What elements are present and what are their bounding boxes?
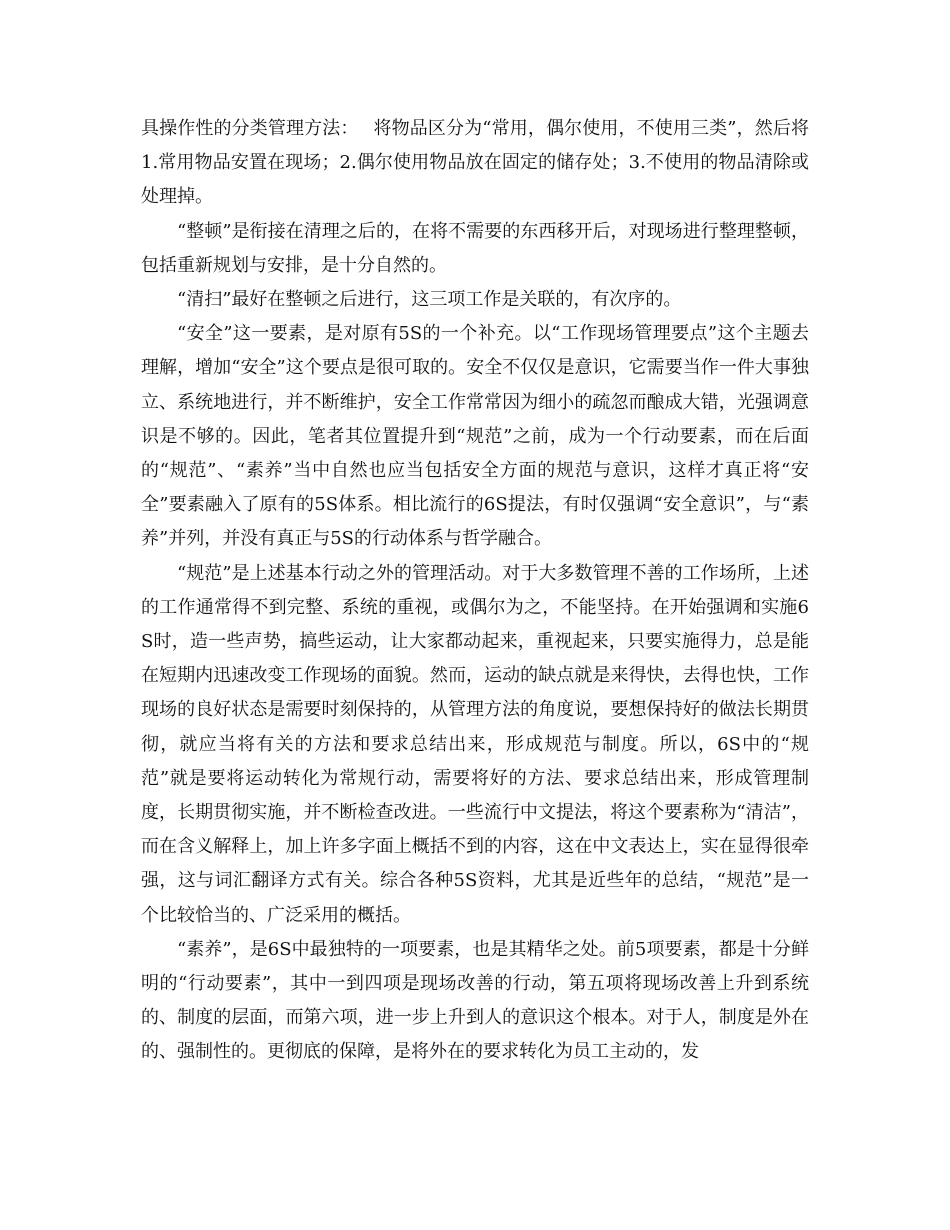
paragraph-safety: “安全”这一要素，是对原有5S的一个补充。以“工作现场管理要点”这个主题去理解，增加“安全”这个要点是很可取的。安全不仅仅是意识，它需要当作一件大事独立、系统地进行，并不断维护，安全工作常常因为细小的疏忽而酿成大错，光强调意识是不够的。因此，笔者其位置提升到“规范”之前，成为一个行动要素，而在后面的“规范”、“素养”当中自然也应当包括安全方面的规范与意识，这样才真正将“安全”要素融入了原有的5S体系。相比流行的6S提法，有时仅强调“安全意识”，与“素养”并列，并没有真正与5S的行动体系与哲学融合。 [141,323,809,550]
paragraph-seiton: “整顿”是衔接在清理之后的，在将不需要的东西移开后，对现场进行整理整顿，包括重新规划与安排，是十分自然的。 [141,220,809,276]
document-page [141,112,809,1070]
paragraph-classification-method: 具操作性的分类管理方法： 将物品区分为“常用，偶尔使用，不使用三类”，然后将1.常用物品安置在现场；2.偶尔使用物品放在固定的储存处；3.不使用的物品清除或处理掉。 [141,118,809,208]
paragraph-standardize: “规范”是上述基本行动之外的管理活动。对于大多数管理不善的工作场所，上述的工作通常得不到完整、系统的重视，或偶尔为之，不能坚持。在开始强调和实施6S时，造一些声势，搞些运动，让大家都动起来，重视起来，只要实施得力，总是能在短期内迅速改变工作现场的面貌。然而，运动的缺点就是来得快，去得也快，工作现场的良好状态是需要时刻保持的，从管理方法的角度说，要想保持好的做法长期贯彻，就应当将有关的方法和要求总结出来，形成规范与制度。所以，6S中的“规范”就是要将运动转化为常规行动，需要将好的方法、要求总结出来，形成管理制度，长期贯彻实施，并不断检查改进。一些流行中文提法，将这个要素称为“清洁”，而在含义解释上，加上许多字面上概括不到的内容，这在中文表达上，实在显得很牵强，这与词汇翻译方式有关。综合各种5S资料，尤其是近些年的总结，“规范”是一个比较恰当的、广泛采用的概括。 [141,562,809,926]
paragraph-sustain: “素养”，是6S中最独特的一项要素，也是其精华之处。前5项要素，都是十分鲜明的“行动要素”，其中一到四项是现场改善的行动，第五项将现场改善上升到系统的、制度的层面，而第六项，进一步上升到人的意识这个根本。对于人，制度是外在的、强制性的。更彻底的保障，是将外在的要求转化为员工主动的，发 [141,938,809,1063]
paragraph-seiso: “清扫”最好在整顿之后进行，这三项工作是关联的，有次序的。 [177,289,682,311]
